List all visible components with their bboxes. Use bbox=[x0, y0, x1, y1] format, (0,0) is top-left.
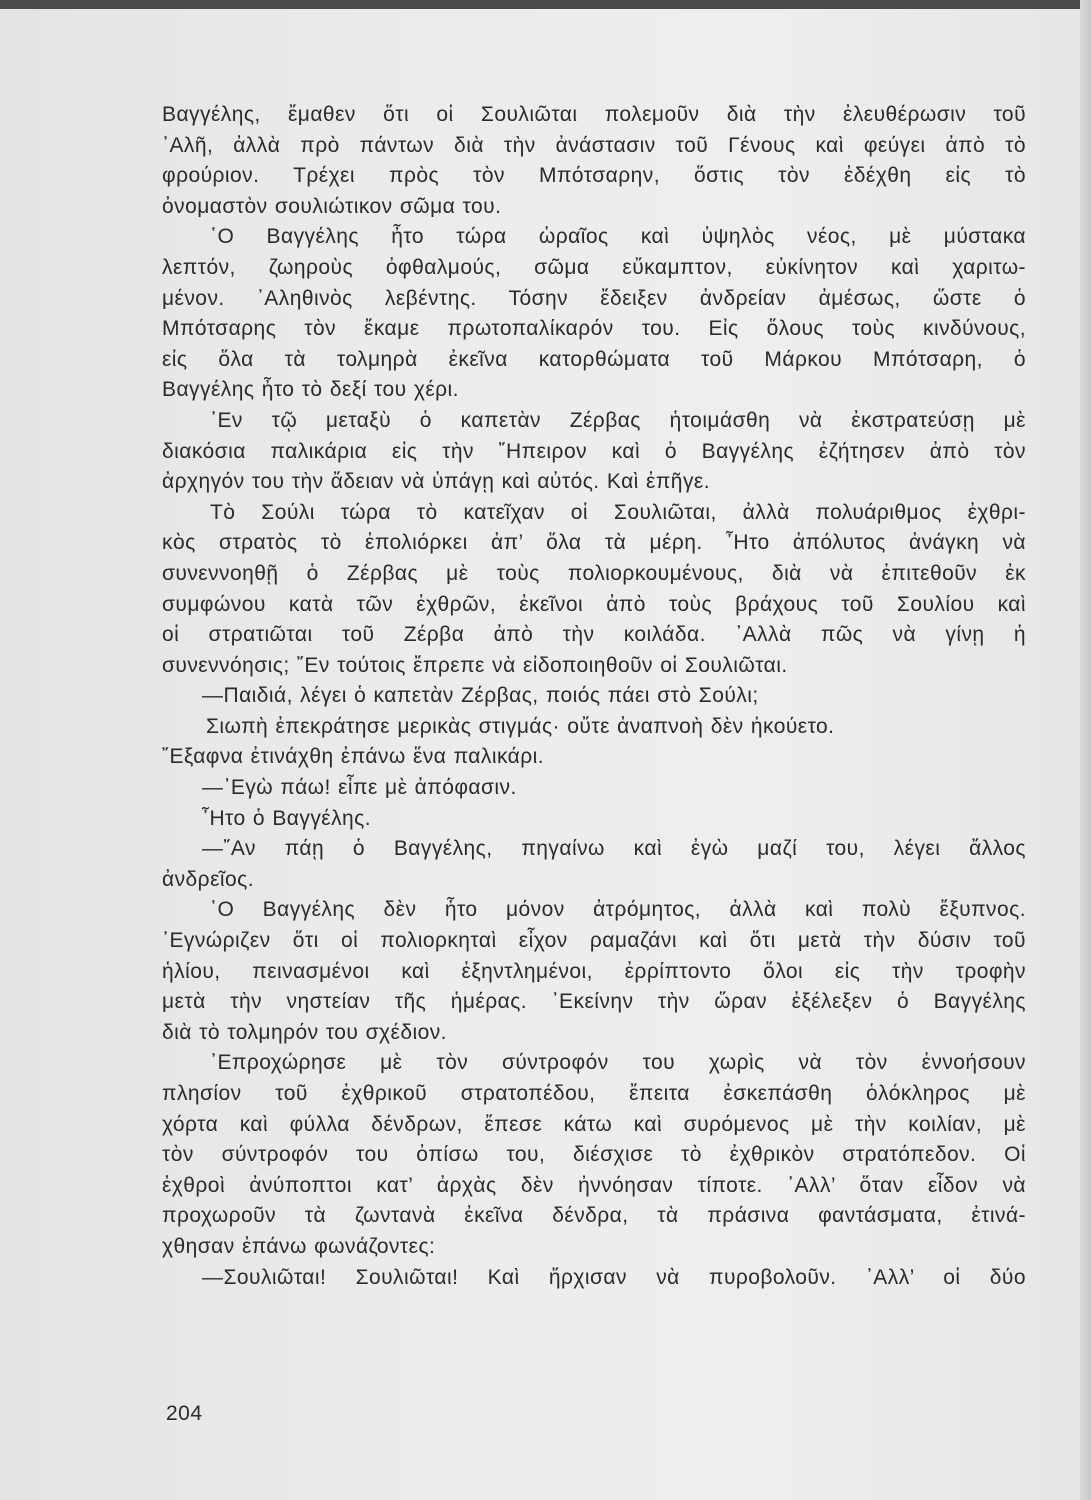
page-number: 204 bbox=[166, 1402, 203, 1425]
text-line: ᾿Εν τῷ μεταξὺ ὁ καπετὰν Ζέρβας ἡτοιμάσθη νὰ ἐκστρατεύσῃ μὲ bbox=[210, 408, 1026, 432]
scan-right-edge bbox=[1080, 0, 1091, 1500]
text-line: ἀρχηγόν του τὴν ἄδειαν νὰ ὑπάγῃ καὶ αὐτός. Καὶ ἐπῆγε. bbox=[162, 470, 710, 494]
text-line: Σιωπὴ ἐπεκράτησε μερικὰς στιγμάς· οὔτε ἀναπνοὴ δὲν ἠκούετο. bbox=[206, 714, 835, 738]
text-line: ἀνδρεῖος. bbox=[162, 867, 254, 891]
text-line: ᾿Επροχώρησε μὲ τὸν σύντροφόν του χωρὶς νὰ τὸν ἐννοήσουν bbox=[210, 1051, 1026, 1075]
text-line: πλησίον τοῦ ἐχθρικοῦ στρατοπέδου, ἔπειτα ἐσκεπάσθη ὁλόκληρος μὲ bbox=[162, 1082, 1026, 1105]
text-line: Βαγγέλης, ἔμαθεν ὅτι οἱ Σουλιῶται πολεμοῦν διὰ τὴν ἐλευθέρωσιν τοῦ bbox=[162, 103, 1026, 126]
text-line: ἐχθροὶ ἀνύποπτοι κατ’ ἀρχὰς δὲν ἠννόησαν τίποτε. ᾿Αλλ’ ὅταν εἶδον νὰ bbox=[162, 1173, 1026, 1197]
text-line: ὀνομαστὸν σουλιώτικον σῶμα του. bbox=[162, 194, 502, 218]
text-line: συμφώνου κατὰ τῶν ἐχθρῶν, ἐκεῖνοι ἀπὸ τοὺς βράχους τοῦ Σουλίου καὶ bbox=[162, 592, 1026, 616]
text-line: οἱ στρατιῶται τοῦ Ζέρβα ἀπὸ τὴν κοιλάδα. ᾿Αλλὰ πῶς νὰ γίνῃ ἡ bbox=[162, 623, 1026, 647]
text-line: —᾿Εγὼ πάω! εἶπε μὲ ἀπόφασιν. bbox=[202, 776, 517, 800]
text-line: λεπτόν, ζωηροὺς ὀφθαλμούς, σῶμα εὔκαμπτον, εὐκίνητον καὶ χαριτω- bbox=[162, 255, 1026, 279]
text-line: Μπότσαρης τὸν ἔκαμε πρωτοπαλίκαρόν του. Εἰς ὅλους τοὺς κινδύνους, bbox=[162, 317, 1026, 341]
text-line: κὸς στρατὸς τὸ ἐπολιόρκει ἀπ’ ὅλα τὰ μέρη. ῏Ητο ἀπόλυτος ἀνάγκη νὰ bbox=[162, 531, 1026, 555]
text-line: ᾿Εγνώριζεν ὅτι οἱ πολιορκηταὶ εἶχον ραμαζάνι καὶ ὅτι μετὰ τὴν δύσιν τοῦ bbox=[162, 929, 1026, 953]
text-line: —Παιδιά, λέγει ὁ καπετὰν Ζέρβας, ποιός πάει στὸ Σούλι; bbox=[202, 684, 759, 708]
text-line: χθησαν ἐπάνω φωνάζοντες: bbox=[162, 1234, 436, 1258]
text-line: φρούριον. Τρέχει πρὸς τὸν Μπότσαρην, ὅστις τὸν ἐδέχθη εἰς τὸ bbox=[162, 164, 1026, 188]
text-line: Βαγγέλης ἦτο τὸ δεξί του χέρι. bbox=[162, 378, 459, 402]
scan-top-edge bbox=[0, 0, 1091, 9]
text-line: προχωροῦν τὰ ζωντανὰ ἐκεῖνα δένδρα, τὰ πράσινα φαντάσματα, ἐτινά- bbox=[162, 1204, 1026, 1228]
text-line: διακόσια παλικάρια εἰς τὴν ῎Ηπειρον καὶ ὁ Βαγγέλης ἐζήτησεν ἀπὸ τὸν bbox=[162, 439, 1026, 463]
text-line: Τὸ Σούλι τώρα τὸ κατεῖχαν οἱ Σουλιῶται, ἀλλὰ πολυάριθμος ἐχθρι- bbox=[210, 500, 1026, 524]
text-line: μετὰ τὴν νηστείαν τῆς ἡμέρας. ᾿Εκείνην τὴν ὥραν ἐξέλεξεν ὁ Βαγγέλης bbox=[162, 990, 1026, 1014]
text-line: —῎Αν πάῃ ὁ Βαγγέλης, πηγαίνω καὶ ἐγὼ μαζί του, λέγει ἄλλος bbox=[202, 837, 1026, 861]
text-line: εἰς ὅλα τὰ τολμηρὰ ἐκεῖνα κατορθώματα τοῦ Μάρκου Μπότσαρη, ὁ bbox=[162, 347, 1026, 371]
text-line: διὰ τὸ τολμηρόν του σχέδιον. bbox=[162, 1020, 447, 1044]
text-line: —Σουλιῶται! Σουλιῶται! Καὶ ἤρχισαν νὰ πυροβολοῦν. ᾿Αλλ’ οἱ δύο bbox=[202, 1265, 1026, 1289]
body-text bbox=[162, 100, 1026, 1293]
text-line: ῏Ητο ὁ Βαγγέλης. bbox=[202, 806, 372, 830]
text-line: χόρτα καὶ φύλλα δένδρων, ἔπεσε κάτω καὶ συρόμενος μὲ τὴν κοιλίαν, μὲ bbox=[162, 1112, 1026, 1136]
text-line: συνεννοηθῇ ὁ Ζέρβας μὲ τοὺς πολιορκουμένους, διὰ νὰ ἐπιτεθοῦν ἐκ bbox=[162, 561, 1026, 585]
text-line: συνεννόησις; ῎Εν τούτοις ἔπρεπε νὰ εἰδοποιηθοῦν οἱ Σουλιῶται. bbox=[162, 653, 788, 677]
text-line: ῾Ο Βαγγέλης ἦτο τώρα ὡραῖος καὶ ὑψηλὸς νέος, μὲ μύστακα bbox=[210, 225, 1026, 249]
text-line: ἡλίου, πεινασμένοι καὶ ἐξηντλημένοι, ἐρρίπτοντο ὅλοι εἰς τὴν τροφὴν bbox=[162, 959, 1026, 983]
text-line: μένον. ᾿Αληθινὸς λεβέντης. Τόσην ἔδειξεν ἀνδρείαν ἀμέσως, ὥστε ὁ bbox=[162, 286, 1026, 310]
text-line: ῎Εξαφνα ἐτινάχθη ἐπάνω ἕνα παλικάρι. bbox=[162, 745, 545, 769]
text-line: τὸν σύντροφόν του ὀπίσω του, διέσχισε τὸ ἐχθρικὸν στρατόπεδον. Οἱ bbox=[162, 1143, 1026, 1167]
text-line: ᾿Αλῆ, ἀλλὰ πρὸ πάντων διὰ τὴν ἀνάστασιν τοῦ Γένους καὶ φεύγει ἀπὸ τὸ bbox=[162, 133, 1026, 157]
text-line: ῾Ο Βαγγέλης δὲν ἦτο μόνον ἀτρόμητος, ἀλλὰ καὶ πολὺ ἔξυπνος. bbox=[210, 898, 1026, 922]
